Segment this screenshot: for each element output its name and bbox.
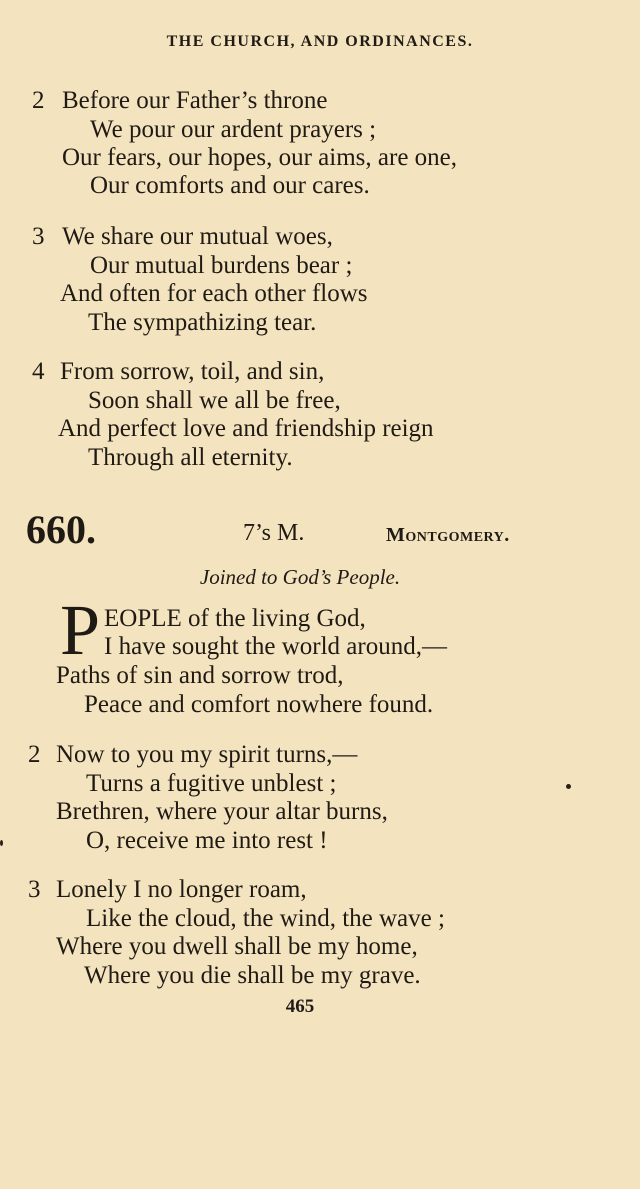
ink-speck [566,784,571,789]
hymn-title: Joined to God’s People. [199,565,401,589]
verse-line: And perfect love and friendship reign [58,415,434,442]
verse-line: Peace and comfort nowhere found. [84,691,434,718]
verse-line: Before our Father’s throne [62,87,328,114]
verse-line: We pour our ardent prayers ; [90,116,377,143]
verse-line: Where you dwell shall be my home, [56,933,418,960]
verse-line: The sympathizing tear. [88,309,317,336]
stanza-number: 3 [32,223,45,250]
verse-line: I have sought the world around,— [104,633,447,660]
verse-line: Where you die shall be my grave. [84,962,421,989]
verse-line: Our mutual burdens bear ; [90,252,353,279]
hymn-number: 660. [26,507,96,552]
stanza-number: 4 [32,358,45,385]
verse-line: Turns a fugitive unblest ; [86,770,337,797]
verse-line: Our comforts and our cares. [90,172,370,199]
verse-line: Like the cloud, the wind, the wave ; [86,905,445,932]
verse-line: From sorrow, toil, and sin, [60,358,325,385]
verse-line: Lonely I no longer roam, [56,876,307,903]
verse-line: And often for each other flows [60,280,368,307]
ink-speck [0,840,3,846]
verse-line: Paths of sin and sorrow trod, [56,662,344,689]
hymn-author: Montgomery. [386,524,510,546]
verse-line: Now to you my spirit turns,— [56,741,358,768]
verse-line: Soon shall we all be free, [88,387,341,414]
hymn-meter: 7’s M. [243,520,305,546]
verse-line: Brethren, where your altar burns, [56,798,388,825]
verse-line: We share our mutual woes, [62,223,333,250]
drop-cap: P [60,590,101,670]
verse-line: O, receive me into rest ! [86,827,328,854]
verse-line: Our fears, our hopes, our aims, are one, [62,144,458,171]
stanza-number: 3 [28,876,41,903]
stanza-number: 2 [32,87,45,114]
verse-line: Through all eternity. [88,444,293,471]
running-head: THE CHURCH, AND ORDINANCES. [166,33,474,50]
stanza-number: 2 [28,741,41,768]
page-number: 465 [285,996,315,1017]
verse-line: EOPLE of the living God, [104,605,366,632]
